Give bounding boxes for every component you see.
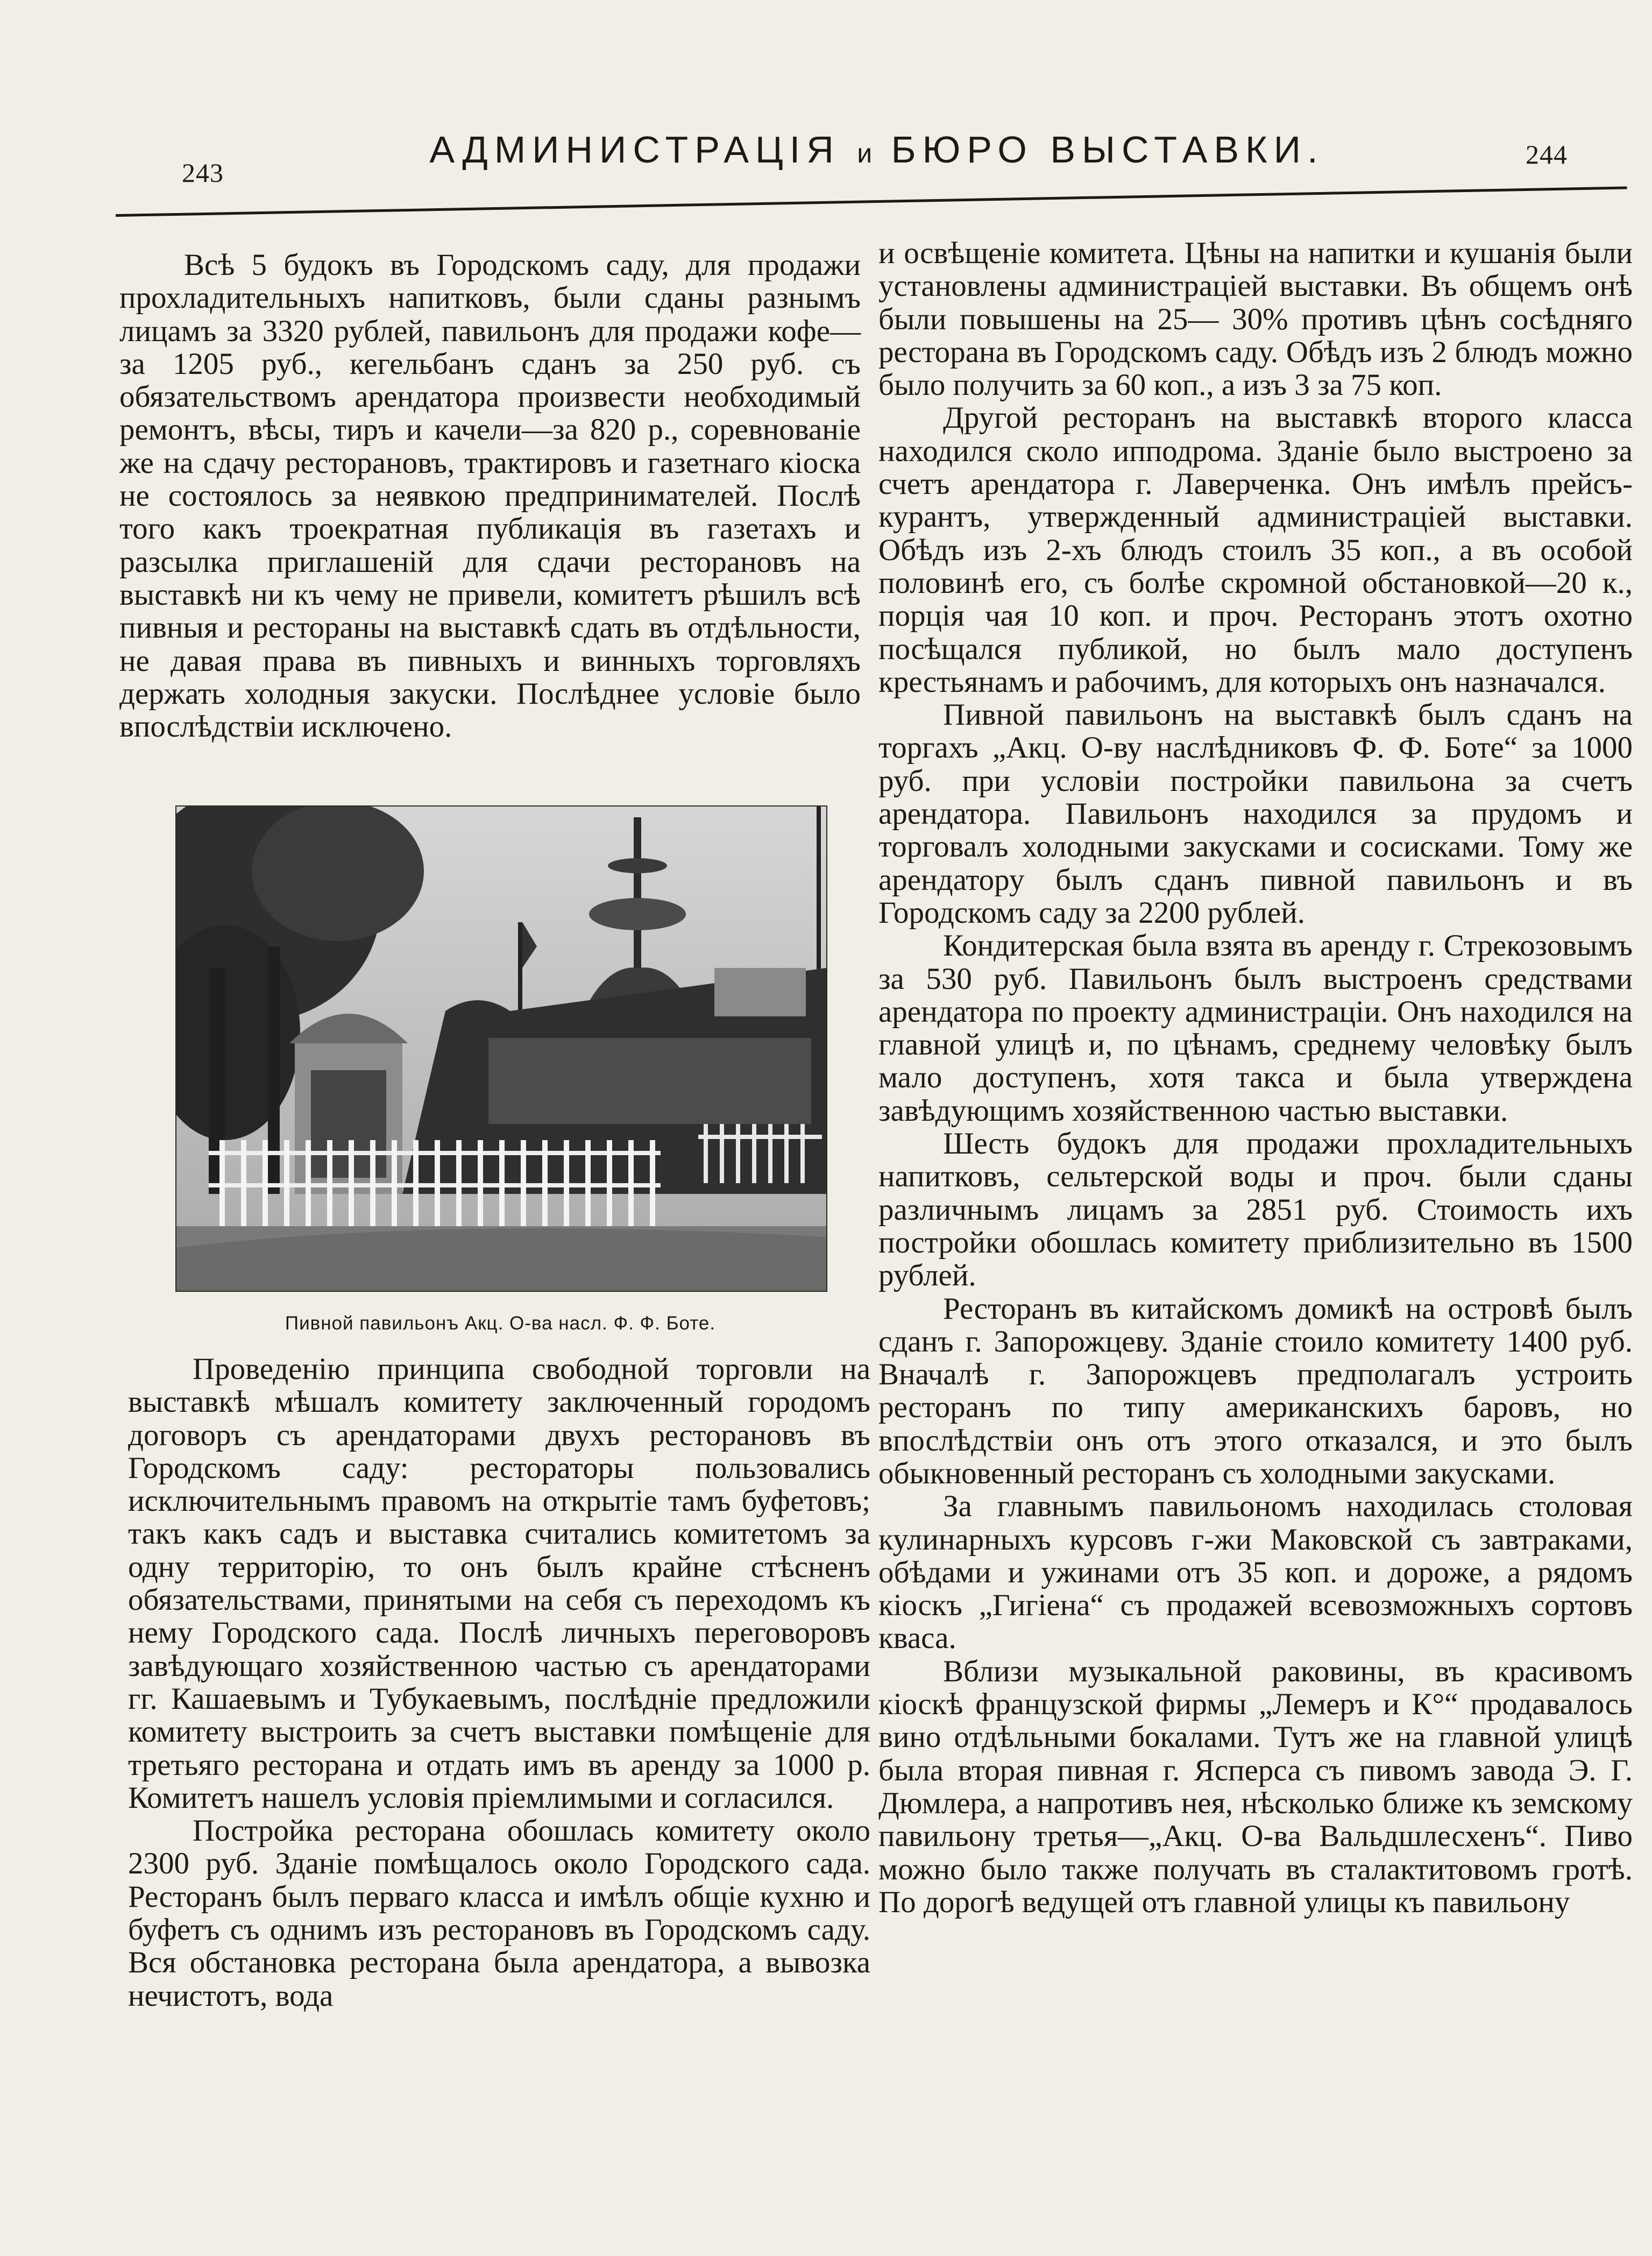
paragraph: За главнымъ павильономъ находилась столовая кулинарныхъ курсовъ г-жи Маковской съ завтраками, обѣдами и ужинами отъ 35 коп. и дороже, а рядомъ кіоскъ „Гигіена“ съ продажей всевозможныхъ сортовъ кваса. [878,1489,1633,1656]
paragraph: Постройка ресторана обошлась комитету около 2300 руб. Зданіе помѣщалось около Городского сада. Ресторанъ былъ перваго класса и имѣлъ общіе кухню и буфетъ съ однимъ изъ ресторановъ въ Городскомъ саду. Вся обстановка ресторана была арендатора, а вывозка нечистотъ, вода [128,1814,870,2013]
paragraph: Кондитерская была взята въ аренду г. Стрекозовымъ за 530 руб. Павильонъ былъ выстроенъ средствами арендатора по проекту администраціи. Онъ находился на главной улицѣ и, по цѣнамъ, среднему человѣку былъ мало доступенъ, хотя такса и была утверждена завѣдующимъ хозяйственною частью выставки. [878,929,1633,1128]
paragraph: Шесть будокъ для продажи прохладительныхъ напитковъ, сельтерской воды и проч. были сданы различнымъ лицамъ за 2851 руб. Стоимость ихъ постройки обошлась комитету приблизительно въ 1500 рублей. [878,1127,1633,1293]
paragraph: Проведенію принципа свободной торговли на выставкѣ мѣшалъ комитету заключенный городомъ договоръ съ арендаторами двухъ ресторановъ въ Городскомъ саду: рестораторы пользовались исключительнымъ правомъ на открытіе тамъ буфетовъ; такъ какъ садъ и выставка считались комитетомъ за одну территорію, то онъ былъ крайне стѣсненъ обязательствами, принятыми на себя съ переходомъ къ нему Городского сада. Послѣ личныхъ переговоровъ завѣдующаго хозяйственною частью съ арендаторами гг. Кашаевымъ и Тубукаевымъ, послѣдніе предложили комитету выстроить за счетъ выставки помѣщеніе для третьяго ресторана и отдать имъ въ аренду за 1000 р. Комитетъ нашелъ условія пріемлимыми и согласился. [128,1352,870,1815]
left-column-bottom [128,1353,870,2012]
title-part-1: АДМИНИСТРАЦІЯ [429,129,840,171]
pavilion-photo [175,805,827,1292]
title-conjunction: и [857,138,875,168]
header-rule [116,187,1627,217]
paragraph: Другой ресторанъ на выставкѣ второго класса находился сколо ипподрома. Зданіе было выстроено за счетъ арендатора г. Лаверченка. Онъ имѣлъ прейсъ-курантъ, утвержденный администраціей выставки. Обѣдъ изъ 2-хъ блюдъ стоилъ 35 коп., а въ особой половинѣ его, съ болѣе скромной обстановкой—20 к., порція чая 10 коп. и проч. Ресторанъ этотъ охотно посѣщался публикой, но былъ мало доступенъ крестьянамъ и рабочимъ, для которыхъ онъ назначался. [878,401,1633,699]
paragraph: Вблизи музыкальной раковины, въ красивомъ кіоскѣ французской фирмы „Лемеръ и К°“ продавалось вино отдѣльными бокалами. Тутъ же на главной улицѣ была вторая пивная г. Ясперса съ пивомъ завода Э. Г. Дюмлера, а напротивъ нея, нѣсколько ближе къ земскому павильону третья—„Акц. О-ва Вальдшлесхенъ“. Пиво можно было также получать въ сталактитовомъ гротѣ. По дорогѣ ведущей отъ главной улицы къ павильону [878,1654,1633,1919]
title-part-2: БЮРО ВЫСТАВКИ. [891,129,1324,171]
page-number-right: 244 [1526,139,1568,169]
paragraph: и освѣщеніе комитета. Цѣны на напитки и кушанія были установлены администраціей выставки. Въ общемъ онѣ были повышены на 25— 30% противъ цѣнъ сосѣдняго ресторана въ Городскомъ саду. Обѣдъ изъ 2 блюдъ можно было получить за 60 коп., а изъ 3 за 75 коп. [878,236,1633,402]
pavilion-photo-drawing [176,807,826,1291]
left-column-top [119,249,861,743]
paragraph: Ресторанъ въ китайскомъ домикѣ на островѣ былъ сданъ г. Запорожцеву. Зданіе стоило комитету 1400 руб. Вначалѣ г. Запорожцевъ предполагалъ устроить ресторанъ по типу американскихъ баровъ, но впослѣдствіи онъ отъ этого отказался, и это былъ обыкновенный ресторанъ съ холодными закусками. [878,1291,1633,1490]
paragraph: Всѣ 5 будокъ въ Городскомъ саду, для продажи прохладительныхъ напитковъ, были сданы разнымъ лицамъ за 3320 рублей, павильонъ для продажи кофе—за 1205 руб., кегельбанъ сданъ за 250 руб. съ обязательствомъ арендатора произвести необходимый ремонтъ, вѣсы, тиръ и качели—за 820 р., соревнованіе же на сдачу ресторановъ, трактировъ и газетнаго кіоска не состоялось за неявкою предпринимателей. Послѣ того какъ троекратная публикація въ газетахъ и разсылка приглашеній для сдачи ресторановъ на выставкѣ ни къ чему не привели, комитетъ рѣшилъ всѣ пивныя и рестораны на выставкѣ сдать въ отдѣльности, не давая права въ пивныхъ и винныхъ торговляхъ держать холодныя закуски. Послѣднее условіе было впослѣдствіи исключено. [119,248,861,744]
page-number-left: 243 [182,158,224,188]
photo-caption: Пивной павильонъ Акц. О-ва насл. Ф. Ф. Боте. [285,1313,716,1334]
running-title [425,128,1329,171]
right-column [878,237,1633,1919]
paragraph: Пивной павильонъ на выставкѣ былъ сданъ на торгахъ „Акц. О-ву наслѣдниковъ Ф. Ф. Боте“ за 1000 руб. при условіи постройки павильона за счетъ арендатора. Павильонъ находился за прудомъ и торговалъ холодными закусками и сосисками. Тому же арендатору былъ сданъ пивной павильонъ и въ Городскомъ саду за 2200 рублей. [878,698,1633,930]
